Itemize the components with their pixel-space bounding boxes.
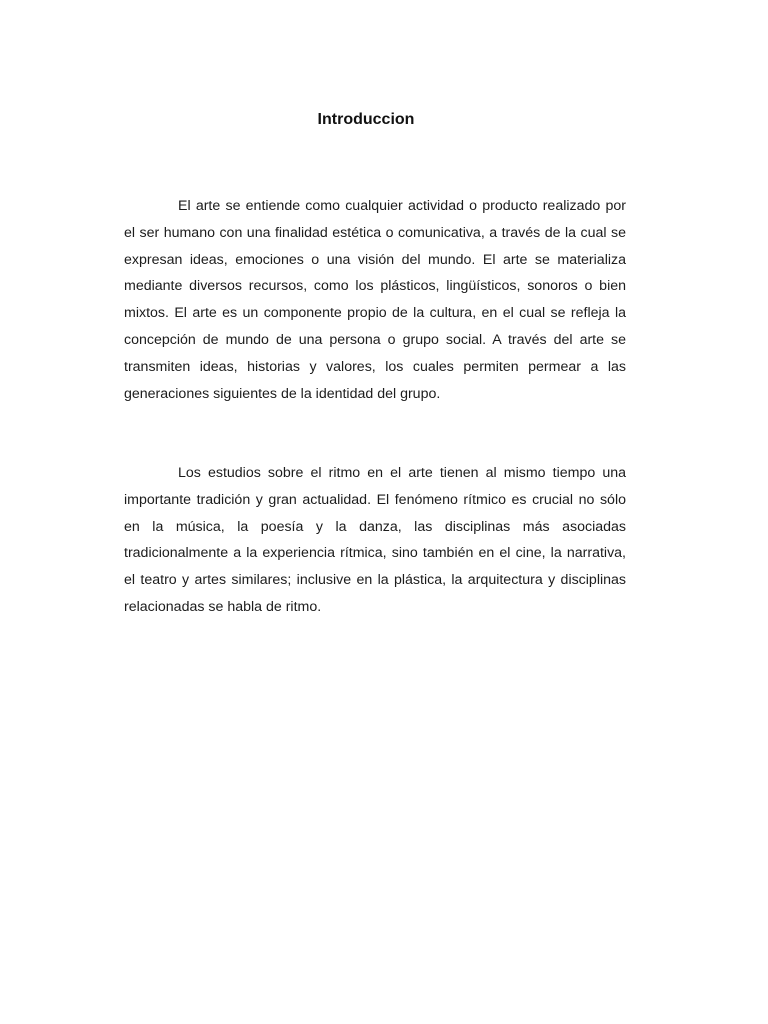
paragraph-intro-art: El arte se entiende como cualquier actividad o producto realizado por el ser humano con una finalidad estética o comunicativa, a través de la cual se expresan ideas, emociones o una visión del mundo. El arte se materializa mediante diversos recursos, como los plásticos, lingüísticos, sonoros o bien mixtos. El arte es un componente propio de la cultura, en el cual se refleja la concepción de mundo de una persona o grupo social. A través del arte se transmiten ideas, historias y valores, los cuales permiten permear a las generaciones siguientes de la identidad del grupo. [124, 198, 626, 402]
paragraph-rhythm-studies: Los estudios sobre el ritmo en el arte tienen al mismo tiempo una importante tradición y gran actualidad. El fenómeno rítmico es crucial no sólo en la música, la poesía y la danza, las disciplinas más asociadas tradicionalmente a la experiencia rítmica, sino también en el cine, la narrativa, el teatro y artes similares; inclusive en la plástica, la arquitectura y disciplinas relacionadas se habla de ritmo. [124, 465, 626, 615]
page-title: Introduccion [317, 111, 415, 128]
